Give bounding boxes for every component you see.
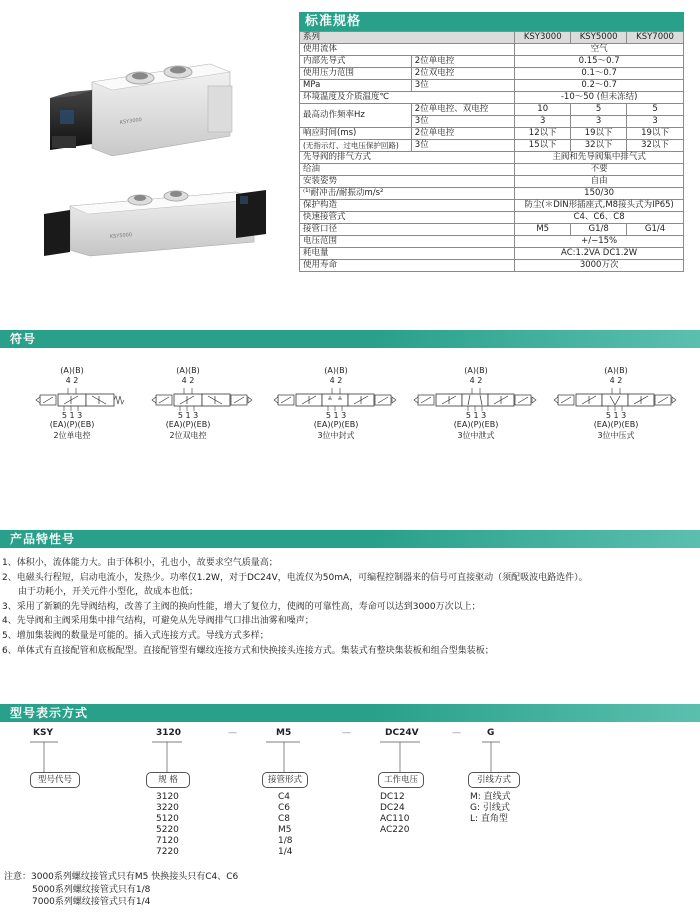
list-item: M5	[278, 825, 292, 835]
feature-list	[2, 556, 692, 658]
table-row	[300, 80, 684, 92]
row-label: 内部先导式	[300, 56, 412, 68]
note-line: 7000系列螺纹接管式只有1/4	[32, 897, 151, 907]
separator-dash: —	[452, 728, 461, 738]
row-value: G1/4	[627, 224, 684, 236]
port-number-bottom: 5 1 3	[465, 411, 487, 420]
row-label: ⁽¹⁾耐冲击/耐振动m/s²	[300, 188, 515, 200]
table-header-row	[300, 32, 684, 44]
port-number-top: 4 2	[329, 376, 343, 385]
table-row	[300, 236, 684, 248]
feature-item: 1、体积小，流体能力大。由于体积小，孔也小，故要求空气质量高；	[2, 558, 278, 568]
product-photo-single-solenoid	[30, 52, 260, 172]
port-number-bottom: 5 1 3	[177, 411, 199, 420]
label-box-model-code: 型号代号	[30, 772, 80, 788]
separator-dash: —	[342, 728, 351, 738]
port-label-bottom: (EA)(P)(EB)	[593, 420, 639, 429]
list-item: 7120	[156, 836, 179, 846]
list-item: L: 直角型	[470, 814, 508, 824]
row-label: MPa	[300, 80, 412, 92]
section-title: 符号	[10, 332, 37, 346]
row-label: 接管口径	[300, 224, 515, 236]
product-photo-double-solenoid	[40, 172, 270, 272]
feature-item: 3、采用了新颖的先导阀结构，改善了主阀的换向性能，增大了复位力，使阀的可靠性高，寿命可以达到3000万次以上；	[2, 601, 481, 612]
table-row	[300, 104, 684, 116]
row-label: 安装姿势	[300, 176, 515, 188]
table-row	[300, 44, 684, 56]
row-sublabel: 3位	[411, 80, 514, 92]
port-number-top: 4 2	[609, 376, 623, 385]
port-label-bottom: (EA)(P)(EB)	[165, 420, 211, 429]
row-value: 空气	[515, 44, 684, 56]
row-label: 使用寿命	[300, 260, 515, 272]
label-box-port-type: 接管形式	[262, 772, 308, 788]
symbol-name: 3位中泄式	[457, 431, 495, 440]
list-item: 5220	[156, 825, 179, 835]
symbol-name: 3位中压式	[597, 431, 635, 440]
spec-list	[156, 792, 179, 858]
table-row	[300, 128, 684, 140]
row-sublabel: 2位双电控	[411, 68, 514, 80]
port-label-top: (A)(B)	[324, 366, 348, 375]
list-item: G: 引线式	[470, 803, 510, 813]
list-item: 3220	[156, 803, 179, 813]
table-row	[300, 164, 684, 176]
row-sublabel: 2位单电控	[411, 128, 514, 140]
list-item: 1/8	[278, 836, 293, 846]
row-value: 3	[515, 116, 571, 128]
photo-model-label: KSY5000	[109, 232, 133, 240]
row-label: 使用流体	[300, 44, 515, 56]
section-title: 型号表示方式	[10, 706, 89, 720]
photo-model-label: KSY3000	[119, 116, 143, 126]
valve-symbol	[550, 366, 680, 446]
row-value: AC:1.2VA DC1.2W	[515, 248, 684, 260]
feature-item: 5、增加集装阀的数量是可能的。插入式连接方式。导线方式多样；	[2, 630, 269, 641]
list-item: 7220	[156, 847, 179, 857]
feature-item: 2、电磁头行程短，启动电流小，发热少。功率仅1.2W，对于DC24V，电流仅为50mA，可编程控制器来的信号可直接驱动（须配吸波电路选件）。	[2, 572, 588, 583]
table-row	[300, 56, 684, 68]
section-title: 产品特性号	[10, 532, 76, 546]
table-row	[300, 92, 684, 104]
spec-table-section	[299, 12, 684, 272]
list-item: M: 直线式	[470, 792, 511, 802]
table-row	[300, 176, 684, 188]
row-value: 19以下	[627, 128, 684, 140]
row-label: 响应时间(ms)	[300, 128, 412, 140]
row-value: 不要	[515, 164, 684, 176]
lead-list	[470, 792, 511, 825]
port-label-top: (A)(B)	[464, 366, 488, 375]
symbol-name: 3位中封式	[317, 431, 355, 440]
table-row	[300, 200, 684, 212]
port-number-top: 4 2	[65, 376, 79, 385]
model-code-diagram	[0, 722, 700, 872]
row-sublabel: 3位	[411, 116, 514, 128]
table-row	[300, 140, 684, 152]
list-item: C8	[278, 814, 291, 824]
header-cell: KSY3000	[515, 32, 571, 44]
row-value: 5	[571, 104, 627, 116]
row-label: 快速接管式	[300, 212, 515, 224]
row-value: C4、C6、C8	[515, 212, 684, 224]
model-segment-port: M5	[276, 728, 292, 738]
symbol-name: 2位双电控	[169, 431, 207, 440]
row-value: G1/8	[571, 224, 627, 236]
row-value: 自由	[515, 176, 684, 188]
voltage-list	[380, 792, 409, 836]
model-segment-spec: 3120	[156, 728, 182, 738]
row-value: +/−15%	[515, 236, 684, 248]
notes	[4, 871, 238, 909]
port-label-top: (A)(B)	[604, 366, 628, 375]
section-header-symbols	[0, 330, 700, 348]
table-row	[300, 212, 684, 224]
header-cell: KSY5000	[571, 32, 627, 44]
port-label-top: (A)(B)	[176, 366, 200, 375]
port-number-bottom: 5 1 3	[325, 411, 347, 420]
list-item: AC220	[380, 825, 410, 835]
row-label: 保护构造	[300, 200, 515, 212]
port-label-bottom: (EA)(P)(EB)	[49, 420, 95, 429]
model-segment-lead: G	[487, 728, 495, 738]
separator-dash: —	[228, 728, 237, 738]
row-sublabel: 2位单电控	[411, 56, 514, 68]
label-box-voltage: 工作电压	[378, 772, 424, 788]
row-value: 10	[515, 104, 571, 116]
table-row	[300, 260, 684, 272]
row-label: 电压范围	[300, 236, 515, 248]
valve-symbol	[18, 366, 148, 446]
valve-symbol	[137, 366, 267, 446]
row-value: 3000万次	[515, 260, 684, 272]
header-cell: KSY7000	[627, 32, 684, 44]
row-value: 15以下	[515, 140, 571, 152]
list-item: 1/4	[278, 847, 293, 857]
row-value: 32以下	[571, 140, 627, 152]
list-item: AC110	[380, 814, 410, 824]
label-box-lead: 引线方式	[468, 772, 520, 788]
model-segment-voltage: DC24V	[385, 728, 419, 738]
spec-title: 标准规格	[299, 12, 684, 31]
row-value: 主阀和先导阀集中排气式	[515, 152, 684, 164]
valve-symbol	[410, 366, 540, 446]
spec-table	[299, 31, 684, 272]
port-number-bottom: 5 1 3	[605, 411, 627, 420]
row-label: 耗电量	[300, 248, 515, 260]
row-value: 12以下	[515, 128, 571, 140]
port-label-top: (A)(B)	[60, 366, 84, 375]
row-sublabel: 3位	[411, 140, 514, 152]
header-cell: 系列	[300, 32, 515, 44]
port-number-bottom: 5 1 3	[61, 411, 83, 420]
table-row	[300, 248, 684, 260]
row-label: (无指示灯、过电压保护回路)	[300, 140, 412, 152]
port-list	[278, 792, 292, 858]
port-label-bottom: (EA)(P)(EB)	[313, 420, 359, 429]
list-item: DC12	[380, 792, 405, 802]
model-segment-code: KSY	[33, 728, 53, 738]
list-item: C4	[278, 792, 291, 802]
row-value: M5	[515, 224, 571, 236]
row-value: 0.1～0.7	[515, 68, 684, 80]
section-header-features	[0, 530, 700, 548]
table-row	[300, 68, 684, 80]
list-item: 5120	[156, 814, 179, 824]
row-label: 给油	[300, 164, 515, 176]
row-value: 0.2～0.7	[515, 80, 684, 92]
row-value: 32以下	[627, 140, 684, 152]
list-item: DC24	[380, 803, 405, 813]
row-value: 150/30	[515, 188, 684, 200]
row-value: 3	[571, 116, 627, 128]
port-label-bottom: (EA)(P)(EB)	[453, 420, 499, 429]
row-sublabel: 2位单电控、双电控	[411, 104, 514, 116]
row-value: 5	[627, 104, 684, 116]
feature-item: 由于功耗小，开关元件小型化，故成本也低；	[18, 587, 199, 598]
table-row	[300, 152, 684, 164]
table-row	[300, 224, 684, 236]
feature-item: 6、单体式有直接配管和底板配型。直接配管型有螺纹连接方式和快换接头连接方式。集装式有整块集装板和组合型集装板；	[2, 645, 494, 656]
list-item: 3120	[156, 792, 179, 802]
note-line: 5000系列螺纹接管式只有1/8	[32, 884, 151, 895]
feature-item: 4、先导阀和主阀采用集中排气结构，可避免从先导阀排气口排出油雾和噪声；	[2, 616, 314, 627]
row-label: 最高动作频率Hz	[300, 104, 412, 128]
symbol-name: 2位单电控	[53, 431, 91, 440]
section-header-model	[0, 704, 700, 722]
row-value: 19以下	[571, 128, 627, 140]
valve-symbol	[270, 366, 400, 446]
row-value: 0.15～0.7	[515, 56, 684, 68]
row-label: 使用压力范围	[300, 68, 412, 80]
table-row	[300, 188, 684, 200]
row-label: 先导阀的排气方式	[300, 152, 515, 164]
row-value: 3	[627, 116, 684, 128]
port-number-top: 4 2	[469, 376, 483, 385]
row-value: -10～50 (但未冻结)	[515, 92, 684, 104]
label-box-spec: 规 格	[146, 772, 190, 788]
row-label: 环境温度及介质温度℃	[300, 92, 515, 104]
row-value: 防尘(＊DIN形插座式,M8接头式为IP65)	[515, 200, 684, 212]
list-item: C6	[278, 803, 291, 813]
port-number-top: 4 2	[181, 376, 195, 385]
note-line: 注意：3000系列螺纹接管式只有M5 快换接头只有C4、C6	[4, 872, 239, 882]
